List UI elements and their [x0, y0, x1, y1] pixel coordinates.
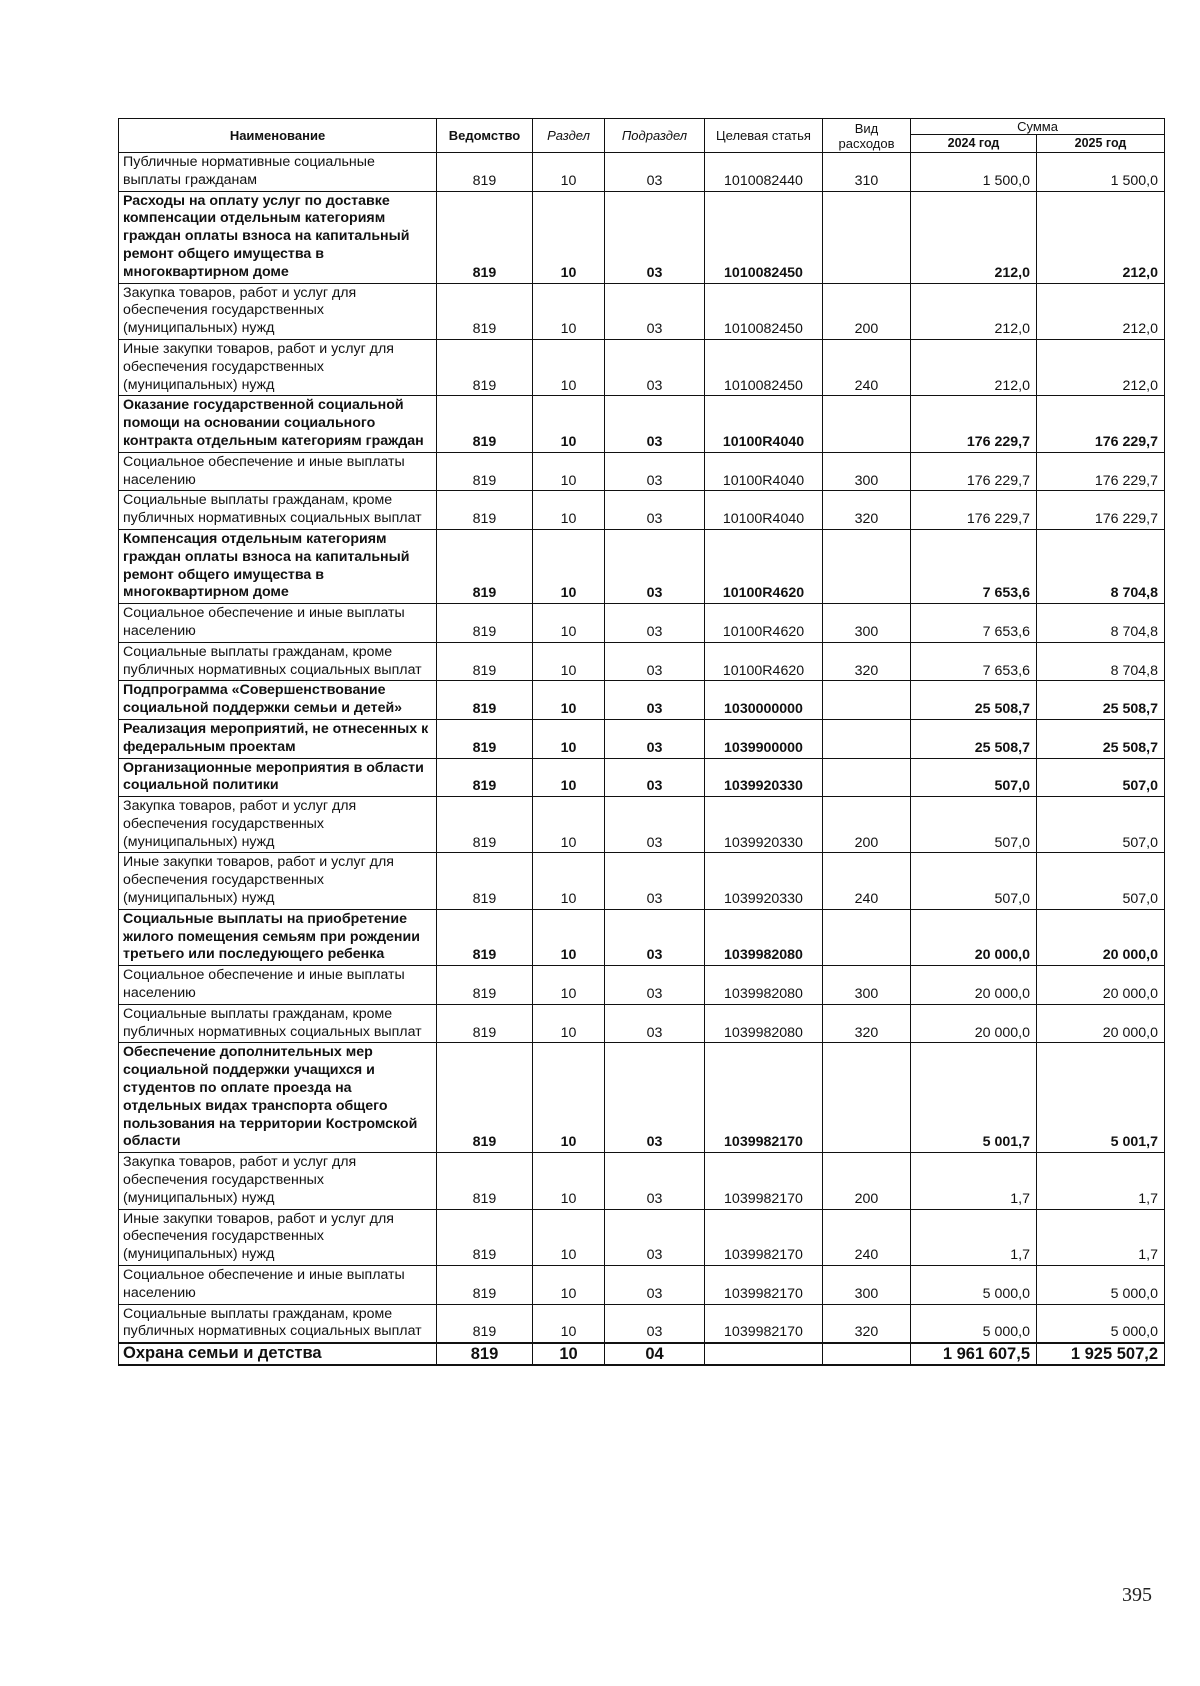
table-row	[119, 797, 1165, 853]
row-sum-2025-cell: 212,0	[1037, 191, 1165, 283]
row-subsection-cell: 03	[605, 339, 705, 395]
row-section-cell: 10	[533, 396, 605, 452]
row-sum-2024-cell: 7 653,6	[911, 604, 1037, 643]
row-name-cell: Публичные нормативные социальные выплаты гражданам	[119, 153, 437, 192]
row-target-cell: 1039920330	[705, 797, 823, 853]
row-name-cell: Социальное обеспечение и иные выплаты населению	[119, 452, 437, 491]
row-name-cell: Социальные выплаты гражданам, кроме публичных нормативных социальных выплат	[119, 642, 437, 681]
table-row	[119, 1304, 1165, 1343]
row-sum-2025-cell: 212,0	[1037, 283, 1165, 339]
row-sum-2025-cell: 8 704,8	[1037, 604, 1165, 643]
row-dept-cell: 819	[437, 339, 533, 395]
row-sum-2024-cell: 25 508,7	[911, 681, 1037, 720]
row-exptype-cell	[823, 758, 911, 797]
row-sum-2024-cell: 1 961 607,5	[911, 1343, 1037, 1365]
row-sum-2024-cell: 5 000,0	[911, 1266, 1037, 1305]
row-subsection-cell: 04	[605, 1343, 705, 1365]
header-name: Наименование	[119, 119, 437, 153]
row-name-cell: Социальное обеспечение и иные выплаты населению	[119, 604, 437, 643]
row-subsection-cell: 03	[605, 797, 705, 853]
row-sum-2024-cell: 212,0	[911, 339, 1037, 395]
row-name-cell: Иные закупки товаров, работ и услуг для обеспечения государственных (муниципальных) нужд	[119, 853, 437, 909]
row-target-cell: 1039982170	[705, 1304, 823, 1343]
row-exptype-cell	[823, 529, 911, 603]
row-exptype-cell: 300	[823, 452, 911, 491]
row-sum-2025-cell: 212,0	[1037, 339, 1165, 395]
row-sum-2025-cell: 176 229,7	[1037, 491, 1165, 530]
row-target-cell: 10100R4620	[705, 604, 823, 643]
row-dept-cell: 819	[437, 1153, 533, 1209]
row-name-cell: Закупка товаров, работ и услуг для обеспечения государственных (муниципальных) нужд	[119, 283, 437, 339]
table-row	[119, 909, 1165, 965]
row-name-cell: Иные закупки товаров, работ и услуг для обеспечения государственных (муниципальных) нужд	[119, 339, 437, 395]
row-subsection-cell: 03	[605, 1266, 705, 1305]
row-section-cell: 10	[533, 719, 605, 758]
row-sum-2024-cell: 176 229,7	[911, 491, 1037, 530]
row-dept-cell: 819	[437, 642, 533, 681]
row-exptype-cell: 200	[823, 1153, 911, 1209]
row-section-cell: 10	[533, 909, 605, 965]
row-section-cell: 10	[533, 283, 605, 339]
row-sum-2025-cell: 20 000,0	[1037, 966, 1165, 1005]
table-row	[119, 1004, 1165, 1043]
row-target-cell: 1039982080	[705, 966, 823, 1005]
row-subsection-cell: 03	[605, 491, 705, 530]
row-subsection-cell: 03	[605, 758, 705, 797]
row-exptype-cell: 240	[823, 1209, 911, 1265]
row-exptype-cell	[823, 909, 911, 965]
row-exptype-cell: 240	[823, 339, 911, 395]
row-dept-cell: 819	[437, 1209, 533, 1265]
row-exptype-cell	[823, 681, 911, 720]
row-sum-2024-cell: 20 000,0	[911, 1004, 1037, 1043]
row-name-cell: Реализация мероприятий, не отнесенных к федеральным проектам	[119, 719, 437, 758]
table-row	[119, 529, 1165, 603]
row-subsection-cell: 03	[605, 642, 705, 681]
row-dept-cell: 819	[437, 491, 533, 530]
row-target-cell: 10100R4040	[705, 452, 823, 491]
row-sum-2025-cell: 507,0	[1037, 758, 1165, 797]
row-section-cell: 10	[533, 1004, 605, 1043]
table-row-total	[119, 1343, 1165, 1365]
row-subsection-cell: 03	[605, 529, 705, 603]
row-section-cell: 10	[533, 452, 605, 491]
row-sum-2025-cell: 5 000,0	[1037, 1304, 1165, 1343]
row-section-cell: 10	[533, 1209, 605, 1265]
row-dept-cell: 819	[437, 191, 533, 283]
row-subsection-cell: 03	[605, 604, 705, 643]
row-section-cell: 10	[533, 1343, 605, 1365]
row-section-cell: 10	[533, 529, 605, 603]
row-section-cell: 10	[533, 153, 605, 192]
row-sum-2024-cell: 176 229,7	[911, 452, 1037, 491]
row-exptype-cell: 320	[823, 1304, 911, 1343]
header-2025: 2025 год	[1037, 135, 1165, 153]
table-row	[119, 719, 1165, 758]
table-row	[119, 966, 1165, 1005]
row-subsection-cell: 03	[605, 966, 705, 1005]
table-row	[119, 1266, 1165, 1305]
row-section-cell: 10	[533, 681, 605, 720]
row-name-cell: Социальное обеспечение и иные выплаты населению	[119, 966, 437, 1005]
row-sum-2025-cell: 507,0	[1037, 797, 1165, 853]
row-subsection-cell: 03	[605, 719, 705, 758]
row-sum-2025-cell: 1,7	[1037, 1209, 1165, 1265]
row-sum-2024-cell: 212,0	[911, 283, 1037, 339]
row-sum-2024-cell: 1,7	[911, 1209, 1037, 1265]
row-exptype-cell: 320	[823, 642, 911, 681]
row-target-cell: 1010082450	[705, 339, 823, 395]
table-row	[119, 1153, 1165, 1209]
table-row	[119, 191, 1165, 283]
header-exptype: Вид расходов	[823, 119, 911, 153]
row-exptype-cell	[823, 1043, 911, 1153]
row-name-cell: Социальное обеспечение и иные выплаты населению	[119, 1266, 437, 1305]
header-section: Раздел	[533, 119, 605, 153]
table-body	[119, 153, 1165, 1366]
row-sum-2024-cell: 20 000,0	[911, 966, 1037, 1005]
row-dept-cell: 819	[437, 529, 533, 603]
table-row	[119, 758, 1165, 797]
row-sum-2024-cell: 176 229,7	[911, 396, 1037, 452]
row-exptype-cell	[823, 191, 911, 283]
row-section-cell: 10	[533, 604, 605, 643]
row-subsection-cell: 03	[605, 191, 705, 283]
table-row	[119, 681, 1165, 720]
header-subsection: Подраздел	[605, 119, 705, 153]
row-target-cell: 1039920330	[705, 758, 823, 797]
table-row	[119, 604, 1165, 643]
table-row	[119, 853, 1165, 909]
row-dept-cell: 819	[437, 966, 533, 1005]
header-2024: 2024 год	[911, 135, 1037, 153]
row-target-cell: 1010082450	[705, 191, 823, 283]
row-exptype-cell	[823, 396, 911, 452]
row-target-cell: 1039982170	[705, 1043, 823, 1153]
row-dept-cell: 819	[437, 909, 533, 965]
row-section-cell: 10	[533, 1153, 605, 1209]
header-target: Целевая статья	[705, 119, 823, 153]
row-name-cell: Закупка товаров, работ и услуг для обеспечения государственных (муниципальных) нужд	[119, 797, 437, 853]
row-section-cell: 10	[533, 758, 605, 797]
row-sum-2025-cell: 1,7	[1037, 1153, 1165, 1209]
row-sum-2025-cell: 5 001,7	[1037, 1043, 1165, 1153]
row-exptype-cell: 320	[823, 1004, 911, 1043]
row-name-cell: Социальные выплаты гражданам, кроме публичных нормативных социальных выплат	[119, 1004, 437, 1043]
row-target-cell: 1039982170	[705, 1266, 823, 1305]
row-sum-2025-cell: 176 229,7	[1037, 396, 1165, 452]
row-dept-cell: 819	[437, 283, 533, 339]
row-sum-2024-cell: 1 500,0	[911, 153, 1037, 192]
row-sum-2025-cell: 1 925 507,2	[1037, 1343, 1165, 1365]
row-subsection-cell: 03	[605, 283, 705, 339]
row-target-cell: 1010082440	[705, 153, 823, 192]
row-exptype-cell	[823, 1343, 911, 1365]
row-dept-cell: 819	[437, 604, 533, 643]
row-sum-2025-cell: 5 000,0	[1037, 1266, 1165, 1305]
row-name-cell: Обеспечение дополнительных мер социальной поддержки учащихся и студентов по оплате проезда на отдельных видах транспорта общего пользования на территории Костромской области	[119, 1043, 437, 1153]
row-subsection-cell: 03	[605, 1153, 705, 1209]
table-row	[119, 491, 1165, 530]
row-target-cell: 1039982170	[705, 1153, 823, 1209]
row-name-cell: Закупка товаров, работ и услуг для обеспечения государственных (муниципальных) нужд	[119, 1153, 437, 1209]
row-sum-2025-cell: 20 000,0	[1037, 1004, 1165, 1043]
row-name-cell: Иные закупки товаров, работ и услуг для обеспечения государственных (муниципальных) нужд	[119, 1209, 437, 1265]
row-sum-2025-cell: 8 704,8	[1037, 642, 1165, 681]
row-section-cell: 10	[533, 642, 605, 681]
row-name-cell: Оказание государственной социальной помощи на основании социального контракта отдельным категориям граждан	[119, 396, 437, 452]
row-section-cell: 10	[533, 966, 605, 1005]
row-dept-cell: 819	[437, 1304, 533, 1343]
row-sum-2024-cell: 7 653,6	[911, 642, 1037, 681]
row-dept-cell: 819	[437, 1266, 533, 1305]
row-name-cell: Охрана семьи и детства	[119, 1343, 437, 1365]
table-row	[119, 283, 1165, 339]
row-target-cell: 1039900000	[705, 719, 823, 758]
row-sum-2025-cell: 8 704,8	[1037, 529, 1165, 603]
row-section-cell: 10	[533, 853, 605, 909]
row-section-cell: 10	[533, 491, 605, 530]
table-row	[119, 153, 1165, 192]
row-sum-2024-cell: 507,0	[911, 758, 1037, 797]
row-subsection-cell: 03	[605, 1209, 705, 1265]
row-name-cell: Компенсация отдельным категориям граждан оплаты взноса на капитальный ремонт общего имущества в многоквартирном доме	[119, 529, 437, 603]
row-dept-cell: 819	[437, 153, 533, 192]
row-target-cell: 1030000000	[705, 681, 823, 720]
row-dept-cell: 819	[437, 1343, 533, 1365]
row-sum-2025-cell: 25 508,7	[1037, 719, 1165, 758]
row-section-cell: 10	[533, 797, 605, 853]
row-subsection-cell: 03	[605, 681, 705, 720]
row-name-cell: Социальные выплаты на приобретение жилого помещения семьям при рождении третьего или последующего ребенка	[119, 909, 437, 965]
row-exptype-cell: 300	[823, 966, 911, 1005]
row-name-cell: Социальные выплаты гражданам, кроме публичных нормативных социальных выплат	[119, 1304, 437, 1343]
row-subsection-cell: 03	[605, 452, 705, 491]
row-sum-2024-cell: 1,7	[911, 1153, 1037, 1209]
row-target-cell: 10100R4620	[705, 529, 823, 603]
row-exptype-cell: 300	[823, 604, 911, 643]
page-number: 395	[1122, 1584, 1152, 1606]
row-target-cell: 1039920330	[705, 853, 823, 909]
row-sum-2025-cell: 176 229,7	[1037, 452, 1165, 491]
row-dept-cell: 819	[437, 452, 533, 491]
row-subsection-cell: 03	[605, 1304, 705, 1343]
table-row	[119, 642, 1165, 681]
row-target-cell: 1039982080	[705, 909, 823, 965]
row-exptype-cell: 200	[823, 797, 911, 853]
row-section-cell: 10	[533, 1043, 605, 1153]
row-sum-2024-cell: 25 508,7	[911, 719, 1037, 758]
row-exptype-cell: 300	[823, 1266, 911, 1305]
row-dept-cell: 819	[437, 681, 533, 720]
row-sum-2025-cell: 507,0	[1037, 853, 1165, 909]
table-row	[119, 339, 1165, 395]
row-exptype-cell: 240	[823, 853, 911, 909]
row-sum-2024-cell: 507,0	[911, 797, 1037, 853]
row-target-cell: 10100R4620	[705, 642, 823, 681]
row-sum-2025-cell: 1 500,0	[1037, 153, 1165, 192]
row-dept-cell: 819	[437, 396, 533, 452]
row-section-cell: 10	[533, 191, 605, 283]
row-sum-2025-cell: 25 508,7	[1037, 681, 1165, 720]
row-exptype-cell: 320	[823, 491, 911, 530]
row-section-cell: 10	[533, 1304, 605, 1343]
row-target-cell	[705, 1343, 823, 1365]
row-subsection-cell: 03	[605, 1043, 705, 1153]
row-dept-cell: 819	[437, 853, 533, 909]
row-dept-cell: 819	[437, 1004, 533, 1043]
row-subsection-cell: 03	[605, 853, 705, 909]
row-exptype-cell: 310	[823, 153, 911, 192]
row-subsection-cell: 03	[605, 153, 705, 192]
row-exptype-cell	[823, 719, 911, 758]
row-name-cell: Расходы на оплату услуг по доставке компенсации отдельным категориям граждан оплаты взноса на капитальный ремонт общего имущества в многоквартирном доме	[119, 191, 437, 283]
budget-table	[118, 118, 1165, 1366]
row-name-cell: Организационные мероприятия в области социальной политики	[119, 758, 437, 797]
row-section-cell: 10	[533, 1266, 605, 1305]
row-subsection-cell: 03	[605, 1004, 705, 1043]
row-name-cell: Социальные выплаты гражданам, кроме публичных нормативных социальных выплат	[119, 491, 437, 530]
row-name-cell: Подпрограмма «Совершенствование социальной поддержки семьи и детей»	[119, 681, 437, 720]
table-row	[119, 452, 1165, 491]
row-sum-2024-cell: 7 653,6	[911, 529, 1037, 603]
row-sum-2024-cell: 20 000,0	[911, 909, 1037, 965]
row-target-cell: 1039982080	[705, 1004, 823, 1043]
row-dept-cell: 819	[437, 719, 533, 758]
row-target-cell: 1039982170	[705, 1209, 823, 1265]
row-sum-2024-cell: 5 000,0	[911, 1304, 1037, 1343]
row-sum-2025-cell: 20 000,0	[1037, 909, 1165, 965]
row-sum-2024-cell: 212,0	[911, 191, 1037, 283]
row-target-cell: 1010082450	[705, 283, 823, 339]
row-dept-cell: 819	[437, 797, 533, 853]
row-section-cell: 10	[533, 339, 605, 395]
row-sum-2024-cell: 507,0	[911, 853, 1037, 909]
row-dept-cell: 819	[437, 1043, 533, 1153]
table-row	[119, 396, 1165, 452]
header-dept: Ведомство	[437, 119, 533, 153]
table-row	[119, 1209, 1165, 1265]
row-target-cell: 10100R4040	[705, 491, 823, 530]
row-dept-cell: 819	[437, 758, 533, 797]
row-subsection-cell: 03	[605, 396, 705, 452]
row-subsection-cell: 03	[605, 909, 705, 965]
row-target-cell: 10100R4040	[705, 396, 823, 452]
table-row	[119, 1043, 1165, 1153]
header-sum: Сумма	[911, 119, 1165, 135]
row-exptype-cell: 200	[823, 283, 911, 339]
row-sum-2024-cell: 5 001,7	[911, 1043, 1037, 1153]
